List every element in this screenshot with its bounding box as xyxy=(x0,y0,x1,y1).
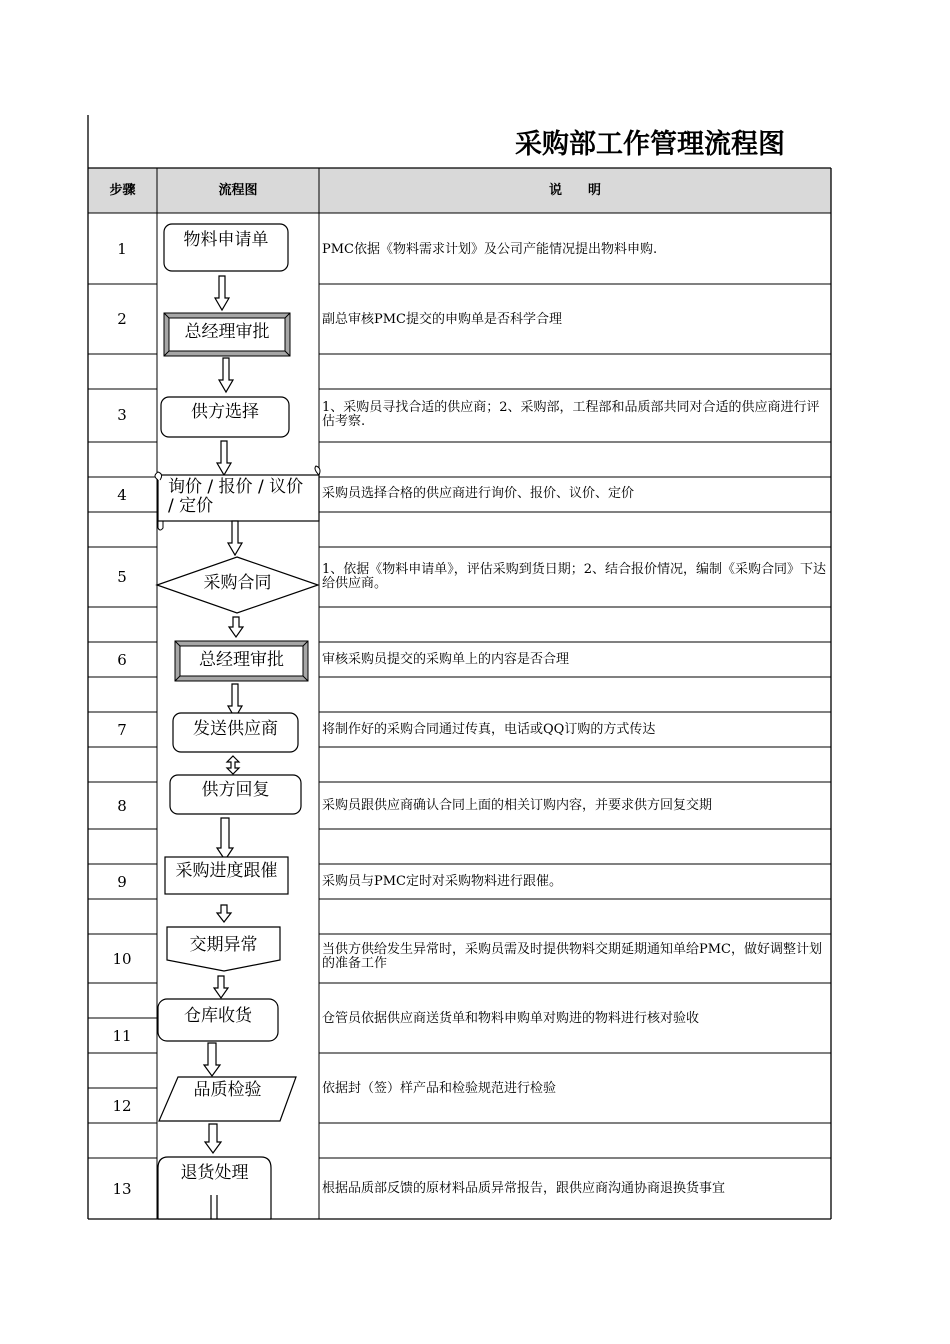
step-description: 采购员跟供应商确认合同上面的相关订购内容，并要求供方回复交期 xyxy=(322,798,713,813)
node-label: 总经理审批 xyxy=(199,650,284,670)
step-number: 6 xyxy=(117,651,127,669)
step-number: 2 xyxy=(117,310,127,328)
step-description: 副总审核PMC提交的申购单是否科学合理 xyxy=(322,312,563,327)
node-label: 物料申请单 xyxy=(183,230,269,250)
node-label: 仓库收货 xyxy=(184,1006,252,1026)
step-number: 4 xyxy=(117,486,127,504)
step-description: 采购员选择合格的供应商进行询价、报价、议价、定价 xyxy=(322,486,635,501)
step-number: 13 xyxy=(112,1180,132,1198)
arrow-down-icon xyxy=(204,1043,220,1076)
step-number: 8 xyxy=(117,797,127,815)
step-number: 11 xyxy=(112,1027,132,1045)
step-description: 依据封（签）样产品和检验规范进行检验 xyxy=(322,1081,557,1096)
arrow-down-icon xyxy=(228,521,242,555)
node-label: 采购合同 xyxy=(203,573,272,593)
node-label: 退货处理 xyxy=(180,1163,249,1183)
arrow-down-icon xyxy=(217,441,231,475)
node-label: 品质检验 xyxy=(193,1080,262,1100)
arrow-down-icon xyxy=(217,818,233,860)
step-number: 7 xyxy=(117,721,127,739)
step-number: 12 xyxy=(112,1097,132,1115)
step-description: 采购员与PMC定时对采购物料进行跟催。 xyxy=(322,874,563,889)
step-number: 3 xyxy=(117,406,127,424)
header-flow: 流程图 xyxy=(218,183,258,198)
step-description: 仓管员依据供应商送货单和物料申购单对购进的物料进行核对验收 xyxy=(322,1011,700,1026)
node-label: 供方回复 xyxy=(201,780,270,800)
node-label: 供方选择 xyxy=(191,402,259,422)
node-label: 总经理审批 xyxy=(184,322,270,342)
step-number: 1 xyxy=(117,240,127,258)
step-description: PMC依据《物料需求计划》及公司产能情况提出物料申购. xyxy=(322,242,658,257)
step-description: 将制作好的采购合同通过传真，电话或QQ订购的方式传达 xyxy=(322,722,656,737)
header-description: 说 明 xyxy=(548,183,601,198)
arrow-down-icon xyxy=(217,905,231,922)
step-description: 1、依据《物料申请单》，评估采购到货日期；2、结合报价情况，编制《采购合同》下达给供应商。 xyxy=(322,562,827,591)
double-arrow-icon xyxy=(227,756,239,774)
node-label: 询价 / 报价 / 议价 / 定价 xyxy=(168,477,304,516)
step-number: 10 xyxy=(112,950,132,968)
step-description: 审核采购员提交的采购单上的内容是否合理 xyxy=(322,652,570,667)
arrow-down-icon xyxy=(215,276,229,310)
arrow-down-icon xyxy=(214,976,228,998)
node-label: 发送供应商 xyxy=(193,719,278,739)
arrow-down-icon xyxy=(219,358,233,392)
step-description: 1、采购员寻找合适的供应商；2、采购部，工程部和品质部共同对合适的供应商进行评估考察. xyxy=(322,400,820,429)
node-label: 交期异常 xyxy=(189,935,258,955)
arrow-down-icon xyxy=(229,617,243,637)
step-number: 5 xyxy=(117,568,127,586)
step-description: 根据品质部反馈的原材料品质异常报告，跟供应商沟通协商退换货事宜 xyxy=(322,1181,726,1196)
header-step: 步骤 xyxy=(109,183,136,198)
step-description: 当供方供给发生异常时，采购员需及时提供物料交期延期通知单给PMC，做好调整计划的准备工作 xyxy=(322,942,823,971)
step-number: 9 xyxy=(117,873,127,891)
arrow-down-icon xyxy=(205,1124,221,1153)
node-label: 采购进度跟催 xyxy=(175,861,278,881)
page-title: 采购部工作管理流程图 xyxy=(515,129,785,160)
